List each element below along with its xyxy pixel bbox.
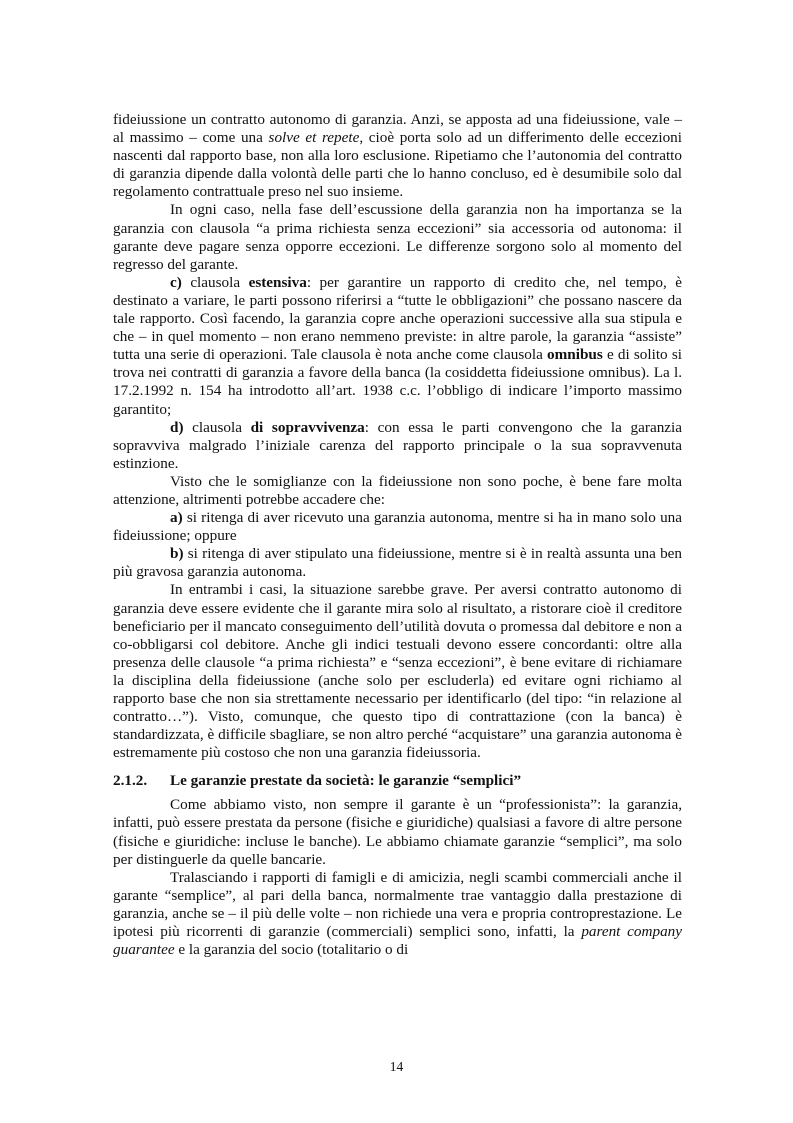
section-title: Le garanzie prestate da società: le garanzie “semplici” bbox=[170, 772, 522, 790]
text-span: estensiva bbox=[248, 273, 307, 291]
text-span: di sopravvivenza bbox=[250, 418, 365, 436]
document-body bbox=[113, 111, 682, 959]
text-span: Visto che le somiglianze con la fideiussione non sono poche, è bene fare molta attenzione, altrimenti potrebbe accadere che: bbox=[113, 472, 682, 508]
paragraph-p9 bbox=[113, 796, 682, 868]
text-span: , cioè porta solo ad un differimento delle eccezioni nascenti dal rapporto base, non alla loro esclusione. Ripetiamo che l’autonomia del contratto di garanzia dipende dalla volontà delle parti che lo hanno concluso, ed è desumibile solo dal regolamento contrattuale preso nel suo insieme. bbox=[113, 129, 682, 201]
paragraph-p2 bbox=[113, 201, 682, 273]
text-span: parent company guarantee bbox=[113, 923, 682, 959]
paragraph-p6 bbox=[113, 509, 682, 545]
text-span: e la garanzia del socio (totalitario o di bbox=[174, 941, 409, 959]
body-text-after-section bbox=[113, 796, 682, 959]
paragraph-p3 bbox=[113, 274, 682, 419]
paragraph-p4 bbox=[113, 419, 682, 473]
text-span: si ritenga di aver ricevuto una garanzia autonoma, mentre si ha in mano solo una fideiussione; oppure bbox=[113, 509, 682, 545]
text-span: b) bbox=[170, 545, 184, 563]
text-span: In entrambi i casi, la situazione sarebbe grave. Per aversi contratto autonomo di garanzia deve essere evidente che il garante mira solo al risultato, a ristorare cioè il creditore beneficiario per il mancato conseguimento dell’utilità dovuta o promessa dal debitore e non a co-obbligarsi col debitore. Anche gli indici testuali devono essere concordanti: oltre alla presenza delle clausole “a prima richiesta” e “senza eccezioni”, è bene evitare di richiamare la disciplina della fideiussione (anche solo per escluderla) ed evitare ogni richiamo al rapporto base che non sia strettamente necessario per identificarlo (del tipo: “in relazione al contratto…”). Visto, comunque, che questo tipo di contrattazione (con la banca) è standardizzata, è difficile sbagliare, se non altro perché “acquistare” una garanzia autonoma è estremamente più costoso che non una garanzia fideiussoria. bbox=[113, 581, 682, 762]
body-text-before-section bbox=[113, 111, 682, 762]
text-span: : per garantire un rapporto di credito che, nel tempo, è destinato a variare, le parti possono riferirsi a “tutte le obbligazioni” che possano nascere da tale rapporto. Così facendo, la garanzia copre anche operazioni successive alla sua stipula e che – in quel momento – non erano nemmeno previste: in altre parole, la garanzia “assiste” tutta una serie di operazioni. Tale clausola è nota anche come clausola bbox=[113, 273, 682, 364]
page-number: 14 bbox=[389, 1059, 404, 1074]
section-heading bbox=[113, 772, 682, 790]
text-span: solve et repete bbox=[268, 129, 360, 147]
text-span: d) bbox=[170, 418, 184, 436]
text-span: e di solito si trova nei contratti di garanzia a favore della banca (la cosiddetta fideiussione omnibus). La l. 17.2.1992 n. 154 ha introdotto all’art. 1938 c.c. l’obbligo di indicare l’importo massimo garantito; bbox=[113, 346, 682, 418]
paragraph-p1 bbox=[113, 111, 682, 201]
text-span: si ritenga di aver stipulato una fideiussione, mentre si è in realtà assunta una ben più gravosa garanzia autonoma. bbox=[113, 545, 682, 581]
paragraph-p10 bbox=[113, 869, 682, 959]
text-span: omnibus bbox=[547, 346, 603, 364]
text-span: Tralasciando i rapporti di famigli e di amicizia, negli scambi commerciali anche il garante “semplice”, al pari della banca, normalmente trae vantaggio dalla prestazione di garanzia, anche se – il più delle volte – non richiede una vera e propria controprestazione. Le ipotesi più ricorrenti di garanzie (commerciali) semplici sono, infatti, la bbox=[113, 868, 682, 941]
text-span: In ogni caso, nella fase dell’escussione della garanzia non ha importanza se la garanzia con clausola “a prima richiesta senza eccezioni” sia accessoria od autonoma: il garante deve pagare senza opporre eccezioni. Le differenze sorgono solo al momento del regresso del garante. bbox=[113, 201, 682, 273]
text-span: c) bbox=[170, 273, 182, 291]
paragraph-p8 bbox=[113, 581, 682, 762]
text-span: clausola bbox=[181, 273, 249, 291]
section-number: 2.1.2. bbox=[113, 772, 148, 790]
text-span: clausola bbox=[183, 418, 251, 436]
text-span: a) bbox=[170, 509, 183, 527]
paragraph-p7 bbox=[113, 545, 682, 581]
text-span: fideiussione un contratto autonomo di garanzia. Anzi, se apposta ad una fideiussione, vale – al massimo – come una bbox=[113, 111, 682, 147]
text-span: Come abbiamo visto, non sempre il garante è un “professionista”: la garanzia, infatti, può essere prestata da persone (fisiche e giuridiche) qualsiasi a favore di altre persone (fisiche e giuridiche: incluse le banche). Le abbiamo chiamate garanzie “semplici”, ma solo per distinguerle da quelle bancarie. bbox=[113, 796, 682, 868]
paragraph-p5 bbox=[113, 473, 682, 509]
text-span: : con essa le parti convengono che la garanzia sopravviva malgrado l’iniziale carenza del rapporto principale o la sua sopravvenuta estinzione. bbox=[113, 418, 682, 472]
